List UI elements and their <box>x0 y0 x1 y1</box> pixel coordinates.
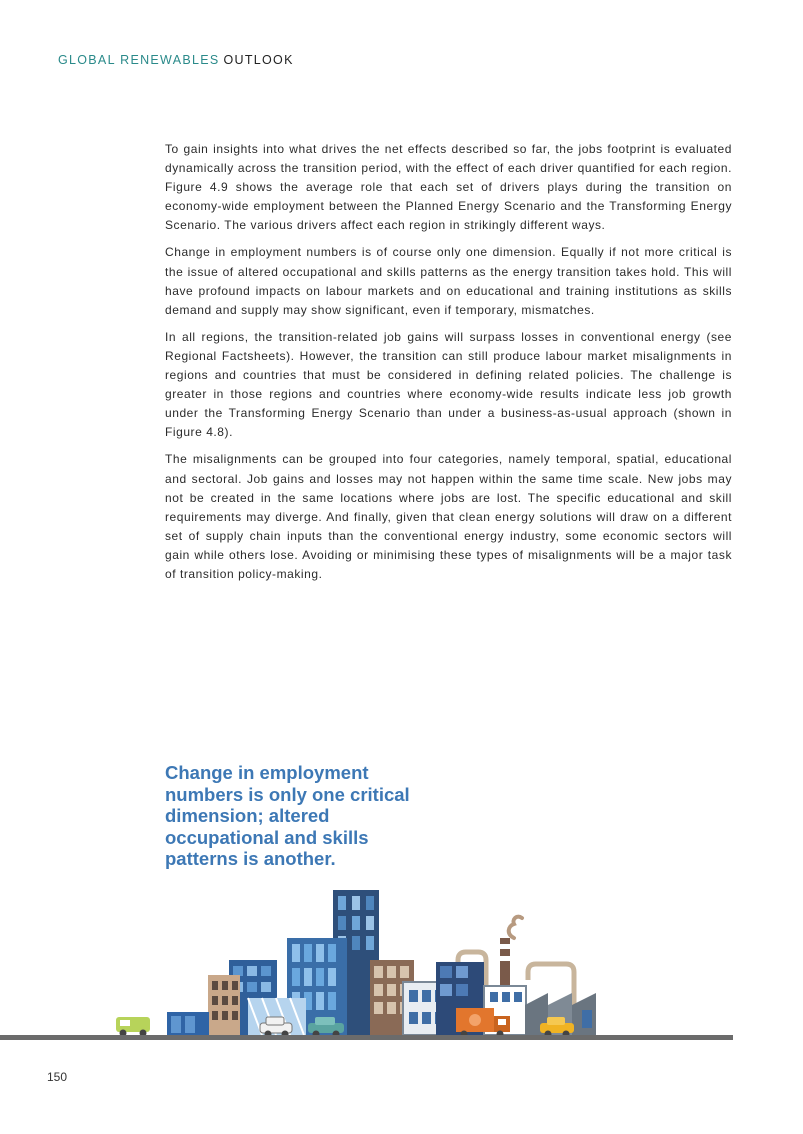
paragraph: To gain insights into what drives the net effects described so far, the jobs footprint is evaluated dynamically across the transition period, with the effect of each driver quantified for each region. Figure 4.9 shows the average role that each set of drivers plays during the transition on economy-wide employment between the Planned Energy Scenario and the Transforming Energy Scenario. The various drivers affect each region in strikingly different ways. <box>165 142 732 233</box>
paragraph: The misalignments can be grouped into four categories, namely temporal, spatial, educational and sectoral. Job gains and losses may not happen within the same time scale. New jobs may not be created in the same locations where jobs are lost. The specific educational and skill requirements may diverge. And finally, given that clean energy solutions will draw on a different set of supply chain inputs than the conventional energy industry, some economic sectors will gain while others lose. Avoiding or minimising these types of misalignments will be a major task of transition policy-making. <box>165 452 732 581</box>
ground-line <box>0 1035 733 1040</box>
paragraph: In all regions, the transition-related job gains will surpass losses in conventional energy (see Regional Factsheets). However, the transition can still produce labour market misalignments in regions and countries that must be considered in defining related policies. The challenge is greater in those regions and countries where economy-wide results indicate less job growth under the Transforming Energy Scenario than under a business-as-usual approach (shown in Figure 4.8). <box>165 329 732 440</box>
smoke-icon <box>509 917 522 938</box>
header-title-rest: OUTLOOK <box>223 53 294 67</box>
body-text <box>165 140 732 592</box>
running-header <box>58 53 294 67</box>
cityscape-illustration <box>0 880 803 1045</box>
green-van-icon <box>116 1017 150 1037</box>
tan-apartment-building <box>208 975 240 1035</box>
pull-quote: Change in employment numbers is only one critical dimension; altered occupational and skills patterns is another. <box>165 762 410 869</box>
paragraph: Change in employment numbers is of course only one dimension. Equally if not more critical is the issue of altered occupational and skills patterns as the energy transition takes hold. This will have profound impacts on labour markets and on educational and training institutions as skills demand and supply may show significant, even if temporary, mismatches. <box>165 245 732 317</box>
header-title-accent: GLOBAL RENEWABLES <box>58 53 220 67</box>
page-number: 150 <box>47 1070 68 1084</box>
